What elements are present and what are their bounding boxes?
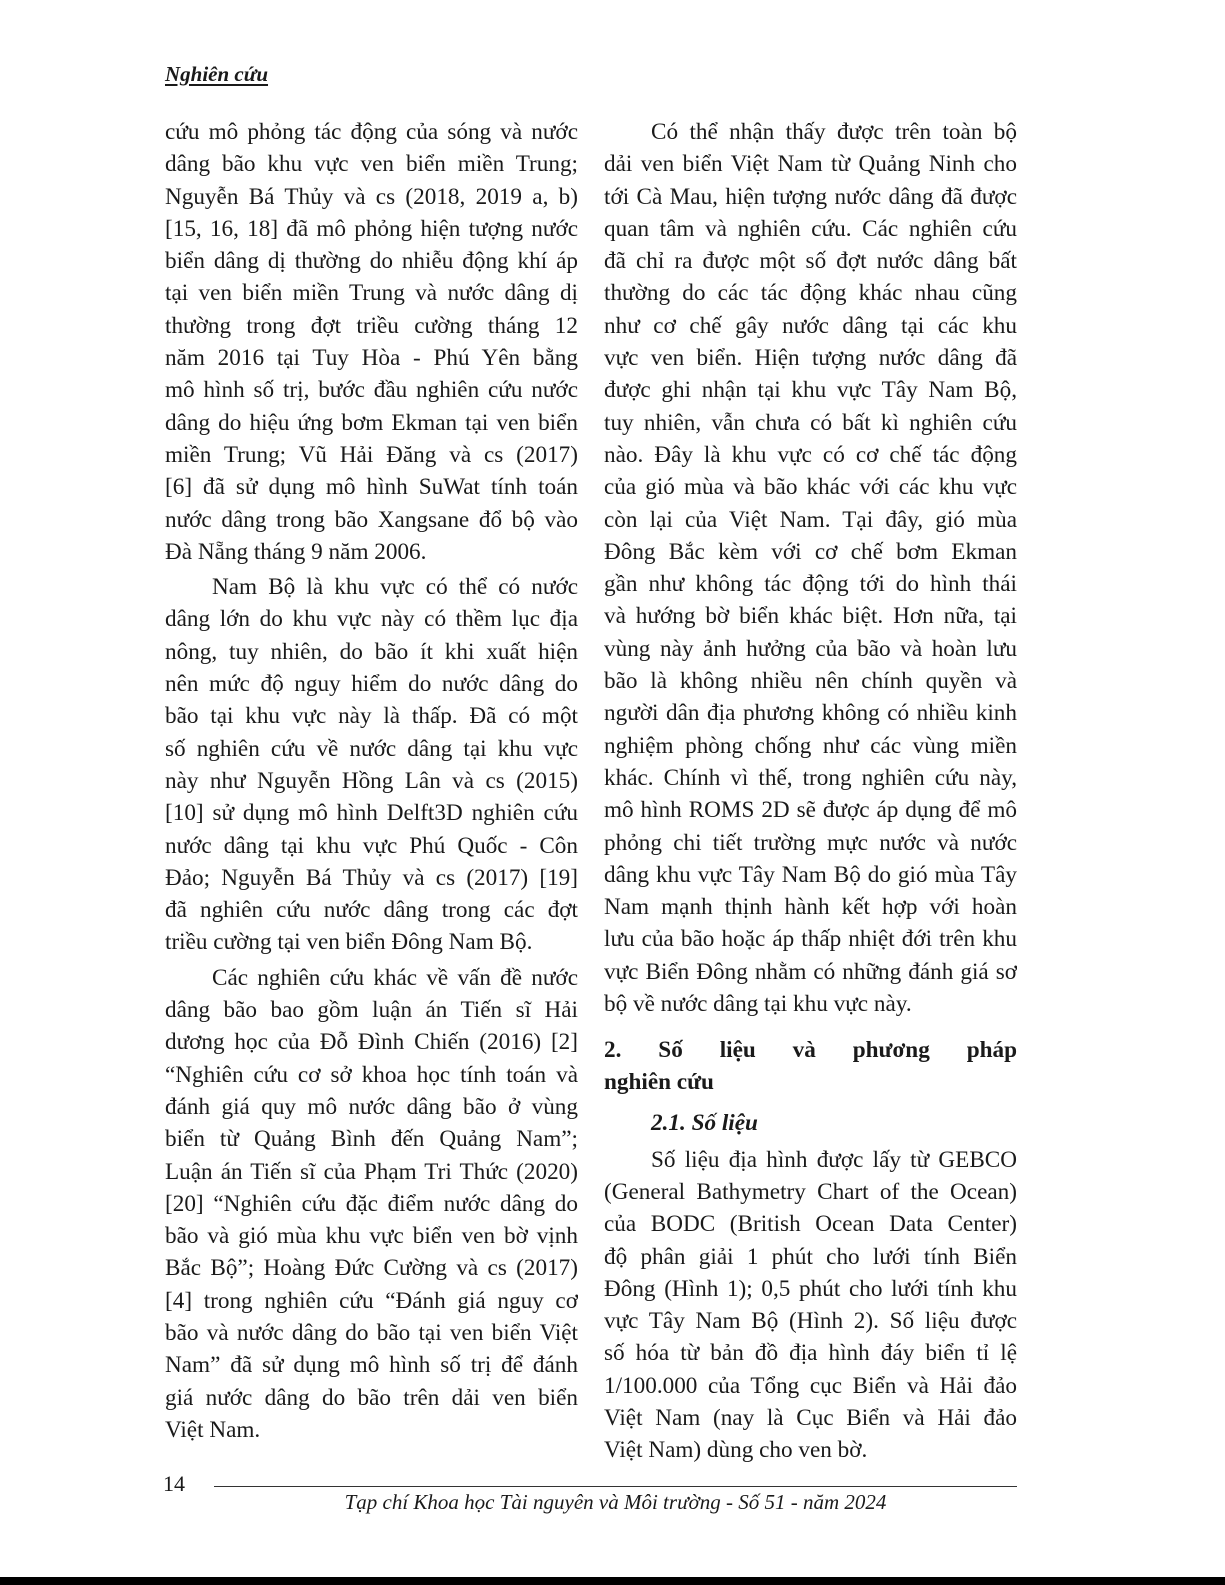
- text-line: bão tại khu vực này là thấp. Đã có một: [165, 703, 578, 730]
- text-line: bão là không nhiều nên chính quyền và: [604, 668, 1017, 695]
- text-line: dâng do hiệu ứng bơm Ekman tại ven biển: [165, 409, 578, 436]
- text-line: vùng này ảnh hưởng của bão và hoàn lưu: [604, 635, 1017, 662]
- text-line: số nghiên cứu về nước dâng tại khu vực: [165, 735, 578, 762]
- text-line: dâng bão bao gồm luận án Tiến sĩ Hải: [165, 997, 578, 1024]
- text-line: cứu mô phỏng tác động của sóng và nước: [165, 119, 578, 145]
- text-line: bão và gió mùa khu vực biển ven bờ vịnh: [165, 1223, 578, 1250]
- text-line: Việt Nam.: [165, 1416, 261, 1443]
- text-line: Các nghiên cứu khác về vấn đề nước: [212, 964, 578, 991]
- bottom-border: [0, 1577, 1225, 1585]
- text-line: Đông (Hình 1); 0,5 phút cho lưới tính khu: [604, 1275, 1017, 1302]
- text-line: vực Tây Nam Bộ (Hình 2). Số liệu được: [604, 1308, 1017, 1335]
- text-line: phỏng chi tiết trường mực nước và nước: [604, 829, 1017, 856]
- text-line: khác. Chính vì thế, trong nghiên cứu này,: [604, 764, 1017, 791]
- page-number: 14: [163, 1471, 185, 1496]
- text-line: Nguyễn Bá Thủy và cs (2018, 2019 a, b): [165, 183, 578, 210]
- section-heading-2: [604, 1034, 1017, 1098]
- text-line: dương học của Đỗ Đình Chiến (2016) [2]: [165, 1029, 578, 1056]
- text-line: “Nghiên cứu cơ sở khoa học tính toán và: [165, 1061, 578, 1088]
- text-line: thường do các tác động khác nhau cũng: [604, 280, 1017, 307]
- text-line: triều cường tại ven biển Đông Nam Bộ.: [165, 929, 533, 956]
- paragraph: [165, 962, 578, 1446]
- paragraph: [165, 571, 578, 959]
- text-line: dải ven biển Việt Nam từ Quảng Ninh cho: [604, 151, 1017, 178]
- left-column: [165, 116, 578, 1446]
- text-line: được ghi nhận tại khu vực Tây Nam Bộ,: [604, 377, 1017, 404]
- text-line: đã nghiên cứu nước dâng trong các đợt: [165, 897, 578, 924]
- text-line: (General Bathymetry Chart of the Ocean): [604, 1178, 1017, 1205]
- heading-2-line-2: nghiên cứu: [604, 1069, 714, 1096]
- text-line: Đông Bắc kèm với cơ chế bơm Ekman: [604, 538, 1017, 565]
- text-line: biển dâng dị thường do nhiễu động khí áp: [165, 248, 578, 275]
- text-line: Nam” đã sử dụng mô hình số trị để đánh: [165, 1352, 578, 1379]
- text-line: bão và nước dâng do bão tại ven biển Việt: [165, 1319, 578, 1346]
- text-line: Có thể nhận thấy được trên toàn bộ: [651, 119, 1017, 145]
- text-line: mô hình ROMS 2D sẽ được áp dụng để mô: [604, 797, 1017, 824]
- text-line: Nam mạnh thịnh hành kết hợp với hoàn: [604, 894, 1017, 921]
- journal-footer: Tạp chí Khoa học Tài nguyên và Môi trường - Số 51 - năm 2024: [344, 1490, 887, 1514]
- text-line: Đà Nẵng tháng 9 năm 2006.: [165, 538, 427, 565]
- text-line: độ phân giải 1 phút cho lưới tính Biển: [604, 1243, 1017, 1270]
- section-header: Nghiên cứu: [165, 62, 269, 86]
- text-line: dâng khu vực Tây Nam Bộ do gió mùa Tây: [604, 861, 1017, 888]
- right-column: [604, 116, 1017, 1467]
- text-line: nước dâng trong bão Xangsane đổ bộ vào: [165, 506, 578, 533]
- paragraph: [604, 116, 1017, 1020]
- text-line: biển từ Quảng Bình đến Quảng Nam”;: [165, 1126, 578, 1153]
- text-line: Bắc Bộ”; Hoàng Đức Cường và cs (2017): [165, 1255, 578, 1282]
- text-line: giá nước dâng do bão trên dải ven biển: [165, 1384, 578, 1411]
- text-line: vực ven biển. Hiện tượng nước dâng đã: [604, 345, 1017, 372]
- text-line: năm 2016 tại Tuy Hòa - Phú Yên bằng: [165, 345, 578, 372]
- text-line: như cơ chế gây nước dâng tại các khu: [604, 312, 1017, 339]
- text-line: nghiệm phòng chống như các vùng miền: [604, 732, 1017, 759]
- data-paragraph: [604, 1144, 1017, 1467]
- intro-paragraph: [604, 116, 1017, 1020]
- subsection-heading-2-1: [604, 1107, 1017, 1139]
- footer-rule: [214, 1486, 1017, 1487]
- text-line: miền Trung; Vũ Hải Đăng và cs (2017): [165, 441, 578, 468]
- text-line: số hóa từ bản đồ địa hình đáy biển tỉ lệ: [604, 1340, 1017, 1367]
- text-line: [10] sử dụng mô hình Delft3D nghiên cứu: [165, 800, 578, 827]
- text-line: [15, 16, 18] đã mô phỏng hiện tượng nước: [165, 215, 578, 242]
- heading-2-1-text: 2.1. Số liệu: [651, 1110, 758, 1137]
- text-line: này như Nguyễn Hồng Lân và cs (2015): [165, 767, 578, 794]
- text-line: Luận án Tiến sĩ của Phạm Tri Thức (2020): [165, 1158, 578, 1185]
- text-line: tuy nhiên, vẫn chưa có bất kì nghiên cứu: [604, 409, 1017, 436]
- text-line: nước dâng tại khu vực Phú Quốc - Côn: [165, 832, 578, 859]
- text-line: lưu của bão hoặc áp thấp nhiệt đới trên khu: [604, 926, 1017, 953]
- text-line: mô hình số trị, bước đầu nghiên cứu nước: [165, 377, 578, 404]
- text-line: nông, tuy nhiên, do bão ít khi xuất hiện: [165, 638, 578, 665]
- text-line: [4] trong nghiên cứu “Đánh giá nguy cơ: [165, 1287, 578, 1314]
- text-line: bộ về nước dâng tại khu vực này.: [604, 991, 912, 1018]
- text-line: thường trong đợt triều cường tháng 12: [165, 312, 578, 339]
- text-line: người dân địa phương không có nhiều kinh: [604, 700, 1017, 727]
- text-line: Nam Bộ là khu vực có thể có nước: [212, 574, 578, 601]
- text-line: gần như không tác động tới do hình thái: [604, 571, 1017, 598]
- text-line: Đảo; Nguyễn Bá Thủy và cs (2017) [19]: [165, 864, 578, 891]
- heading-2-line-1: 2. Số liệu và phương pháp: [604, 1037, 1017, 1064]
- paragraph: [604, 1144, 1017, 1467]
- text-line: vực Biển Đông nhằm có những đánh giá sơ: [604, 958, 1017, 985]
- text-line: dâng lớn do khu vực này có thềm lục địa: [165, 606, 578, 633]
- text-line: 1/100.000 của Tổng cục Biển và Hải đảo: [604, 1372, 1017, 1399]
- text-line: đánh giá quy mô nước dâng bão ở vùng: [165, 1093, 578, 1120]
- text-line: nên mức độ nguy hiểm do nước dâng do: [165, 671, 578, 698]
- paragraph: [165, 116, 578, 568]
- text-line: của BODC (British Ocean Data Center): [604, 1211, 1017, 1238]
- text-line: nào. Đây là khu vực có cơ chế tác động: [604, 441, 1017, 468]
- text-line: dâng bão khu vực ven biển miền Trung;: [165, 151, 578, 178]
- text-line: [6] đã sử dụng mô hình SuWat tính toán: [165, 474, 578, 501]
- text-line: Việt Nam (nay là Cục Biển và Hải đảo: [604, 1404, 1017, 1431]
- text-line: Việt Nam) dùng cho ven bờ.: [604, 1437, 868, 1464]
- text-line: tại ven biển miền Trung và nước dâng dị: [165, 280, 578, 307]
- text-line: tới Cà Mau, hiện tượng nước dâng đã được: [604, 183, 1017, 210]
- text-line: quan tâm và nghiên cứu. Các nghiên cứu: [604, 215, 1017, 242]
- text-line: đã chỉ ra được một số đợt nước dâng bất: [604, 248, 1017, 275]
- text-line: Số liệu địa hình được lấy từ GEBCO: [651, 1146, 1017, 1173]
- text-line: [20] “Nghiên cứu đặc điểm nước dâng do: [165, 1190, 578, 1217]
- text-line: và hướng bờ biển khác biệt. Hơn nữa, tại: [604, 603, 1017, 630]
- text-line: của gió mùa và bão khác với các khu vực: [604, 474, 1017, 501]
- text-line: còn lại của Việt Nam. Tại đây, gió mùa: [604, 506, 1017, 533]
